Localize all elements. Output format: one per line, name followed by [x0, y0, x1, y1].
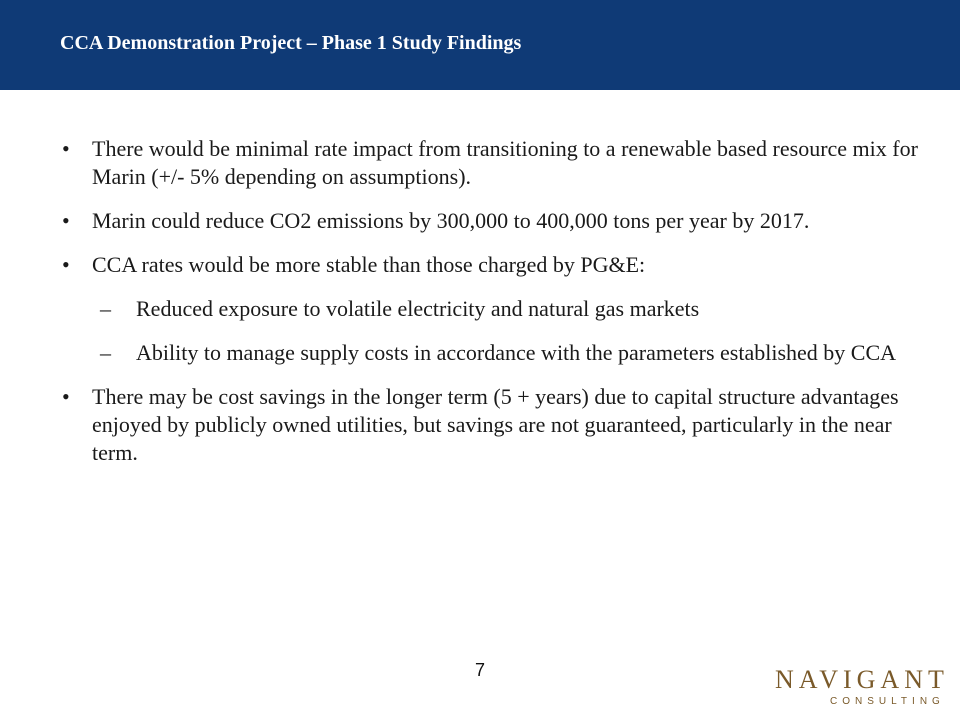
- bullet-icon: •: [62, 384, 70, 409]
- sub-bullet-item: [62, 295, 922, 323]
- navigant-logo: [775, 665, 949, 712]
- bullet-item: [62, 207, 922, 235]
- bullet-icon: •: [62, 208, 70, 233]
- logo-wordmark: NAVIGANT: [775, 665, 949, 694]
- bullet-text: CCA rates would be more stable than those charged by PG&E:: [92, 252, 646, 277]
- logo-subtitle: CONSULTING: [830, 696, 945, 707]
- bullet-item: [62, 135, 922, 191]
- bullet-text: Marin could reduce CO2 emissions by 300,000 to 400,000 tons per year by 2017.: [92, 208, 810, 233]
- slide-title: CCA Demonstration Project – Phase 1 Study Findings: [60, 32, 522, 54]
- bullet-text: There may be cost savings in the longer term (5 + years) due to capital structure advantages enjoyed by publicly owned utilities, but savings are not guaranteed, particularly in the near term.: [92, 384, 899, 465]
- sub-bullet-text: Reduced exposure to volatile electricity and natural gas markets: [136, 296, 700, 321]
- bullet-text: There would be minimal rate impact from transitioning to a renewable based resource mix for Marin (+/- 5% depending on assumptions).: [92, 136, 918, 189]
- bullet-icon: •: [62, 136, 70, 161]
- page-number: 7: [474, 660, 485, 680]
- bullet-item: [62, 251, 922, 279]
- slide-content: [62, 135, 922, 483]
- dash-icon: –: [100, 340, 111, 365]
- bullet-icon: •: [62, 252, 70, 277]
- dash-icon: –: [100, 296, 111, 321]
- slide-header: [0, 0, 960, 90]
- bullet-item: [62, 383, 922, 467]
- sub-bullet-text: Ability to manage supply costs in accordance with the parameters established by CCA: [136, 340, 897, 365]
- sub-bullet-item: [62, 339, 922, 367]
